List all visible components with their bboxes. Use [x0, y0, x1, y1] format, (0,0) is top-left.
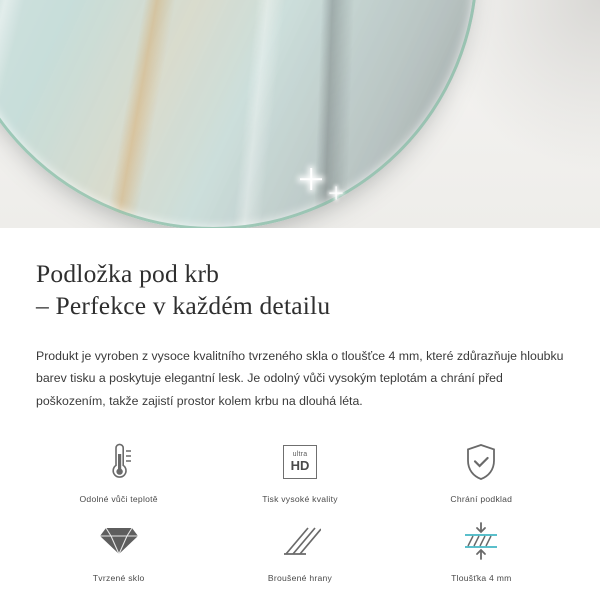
description-section — [0, 228, 600, 413]
glass-pad-product — [0, 0, 478, 228]
page-title-line-1: Podložka pod krb — [36, 259, 220, 288]
polished-edges-icon — [279, 518, 321, 564]
page-title-line-2: – Perfekce v každém detailu — [36, 291, 331, 321]
feature-label: Odolné vůči teplotě — [79, 493, 158, 504]
feature-item-print-quality — [209, 439, 390, 504]
diamond-icon — [98, 518, 140, 564]
page-title — [36, 258, 564, 323]
feature-label: Tloušťka 4 mm — [451, 572, 512, 583]
feature-item-protection — [391, 439, 572, 504]
feature-label: Tisk vysoké kvality — [262, 493, 338, 504]
feature-label: Tvrzené sklo — [92, 572, 145, 583]
thermometer-icon — [99, 439, 139, 485]
shield-check-icon — [462, 439, 500, 485]
feature-item-polished-edges — [209, 518, 390, 583]
thickness-arrows-icon — [459, 518, 503, 564]
feature-grid — [0, 439, 600, 583]
hero-image — [0, 0, 600, 228]
feature-item-temperature — [28, 439, 209, 504]
feature-item-thickness — [391, 518, 572, 583]
feature-item-tempered-glass — [28, 518, 209, 583]
feature-label: Chrání podklad — [450, 493, 513, 504]
product-description: Produkt je vyroben z vysoce kvalitního tvrzeného skla o tloušťce 4 mm, které zdůrazňuje hloubku barev tisku a poskytuje elegantní lesk. Je odolný vůči vysokým teplotám a chrání před poškozením, takže zajistí prostor kolem krbu na dlouhá léta. — [36, 348, 564, 409]
feature-label: Broušené hrany — [267, 572, 333, 583]
ultra-hd-icon: ultra HD — [283, 439, 317, 485]
